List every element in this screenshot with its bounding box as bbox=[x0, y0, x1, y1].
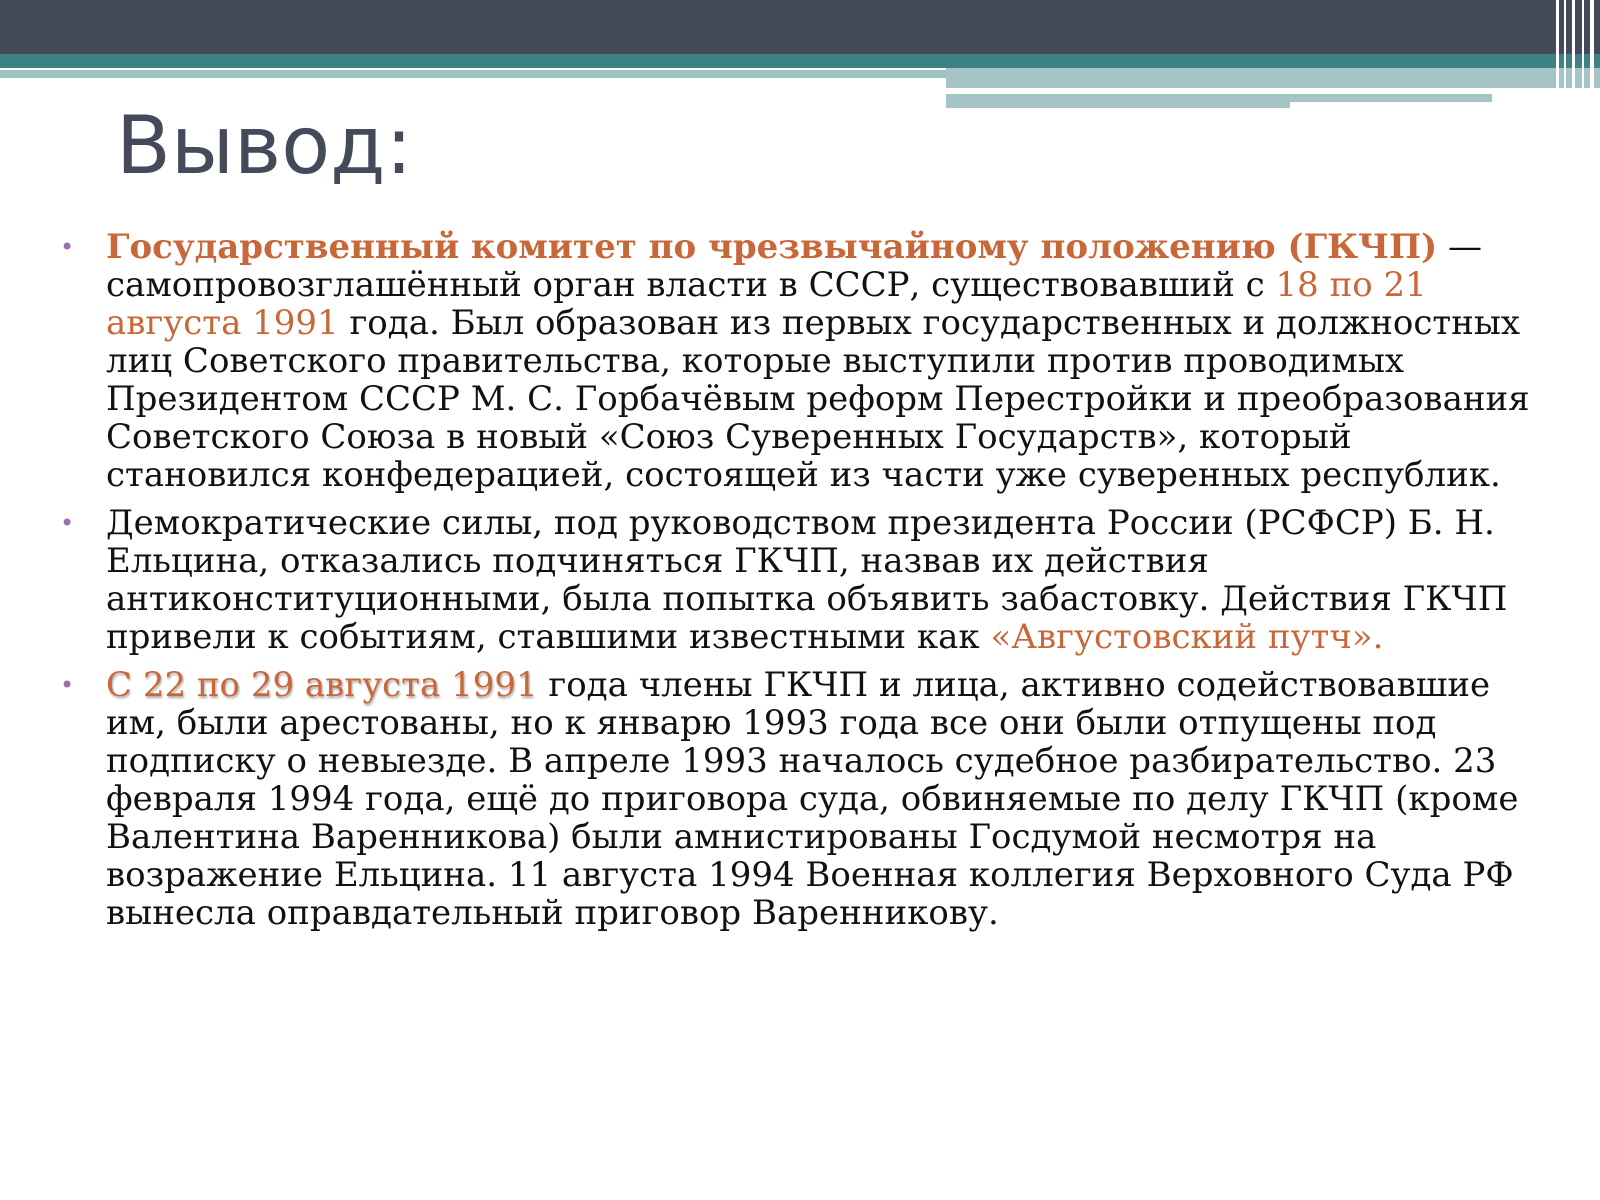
header-vertical-stripes bbox=[1556, 0, 1600, 108]
header-bar-dark bbox=[0, 0, 1600, 54]
header-bar-teal bbox=[0, 54, 1600, 68]
header-bar-light bbox=[0, 70, 946, 78]
highlight-dates: 18 по 21 августа 1991 bbox=[106, 265, 1427, 343]
header-accent-block-bottom bbox=[946, 102, 1290, 108]
highlight-arrest-dates: С 22 по 29 августа 1991 bbox=[106, 665, 538, 705]
bullet-dot-icon: • bbox=[60, 509, 75, 537]
header-accent-block bbox=[946, 68, 1600, 88]
header-accent-block-lower bbox=[946, 94, 1492, 102]
bullet-dot-icon: • bbox=[60, 233, 75, 261]
slide-title: Вывод: bbox=[116, 99, 413, 192]
bullet-text: года члены ГКЧП и лица, активно содействовавшие им, были арестованы, но к январю 1993 года все они были отпущены под подписку о невыезде. В апреле 1993 началось судебное разбирательство. 23 февраля 1994 года, ещё до приговора суда, обвиняемые по делу ГКЧП (кроме Валентина Варенникова) были амнистированы Госдумой несмотря на возражение Ельцина. 11 августа 1994 Военная коллегия Верховного Суда РФ вынесла оправдательный приговор Варенникову. bbox=[106, 665, 1519, 933]
highlight-gkchp-name: Государственный комитет по чрезвычайному положению (ГКЧП) bbox=[106, 227, 1438, 267]
header-accent-line bbox=[946, 88, 1480, 91]
bullet-text: — самопровозглашённый орган власти в СССР, существовавший с bbox=[106, 227, 1483, 305]
bullet-item-arrests bbox=[60, 666, 1550, 932]
highlight-putsch: «Августовский путч». bbox=[990, 617, 1384, 657]
bullet-dot-icon: • bbox=[60, 671, 75, 699]
bullet-text: Демократические силы, под руководством президента России (РСФСР) Б. Н. Ельцина, отказались подчиняться ГКЧП, назвав их действия антиконституционными, была попытка объявить забастовку. Действия ГКЧП привели к событиям, ставшими известными как bbox=[106, 503, 1508, 657]
bullet-item-gkchp bbox=[60, 228, 1550, 494]
bullet-item-democratic-forces bbox=[60, 504, 1550, 656]
bullet-text: года. Был образован из первых государственных и должностных лиц Советского правительства, которые выступили против проводимых Президентом СССР М. С. Горбачёвым реформ Перестройки и преобразования Советского Союза в новый «Союз Суверенных Государств», который становился конфедерацией, состоящей из части уже суверенных республик. bbox=[106, 303, 1530, 495]
slide-content bbox=[60, 228, 1550, 942]
